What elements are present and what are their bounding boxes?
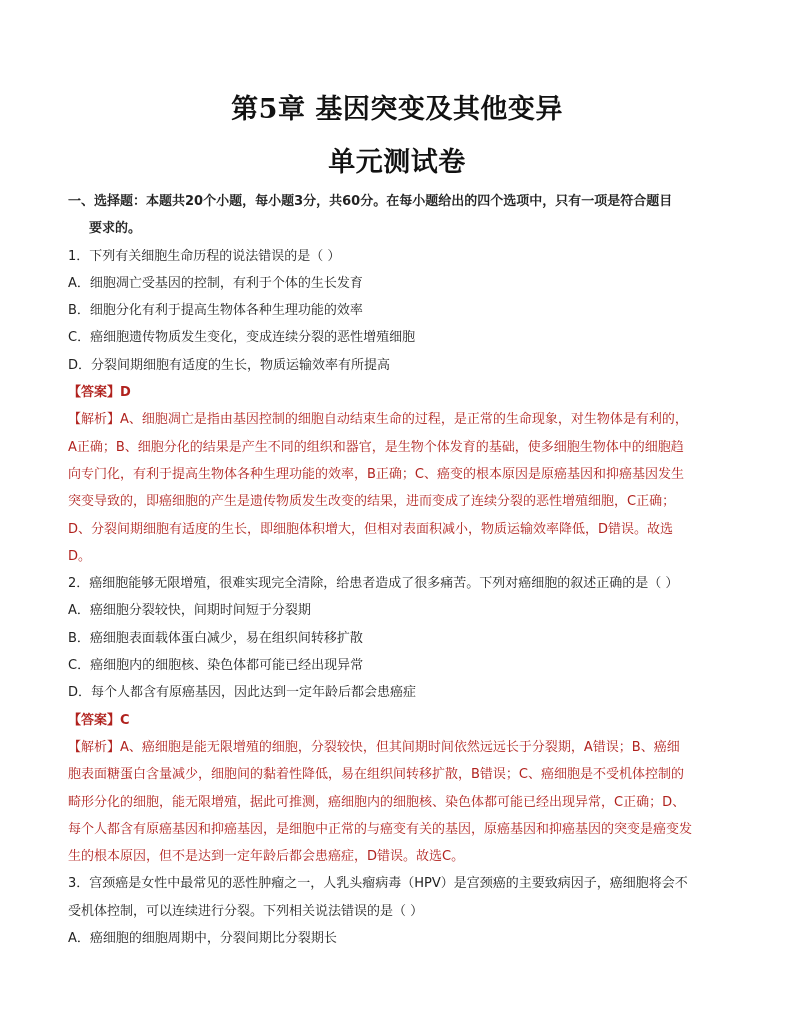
analysis-line: D、分裂间期细胞有适度的生长，即细胞体积增大，但相对表面积减小，物质运输效率降低，D错误。故选 (68, 521, 674, 537)
option-d: D．分裂间期细胞有适度的生长，物质运输效率有所提高 (68, 357, 391, 373)
option-a: A．癌细胞分裂较快，间期时间短于分裂期 (68, 603, 311, 619)
option-d: D．每个人都含有原癌基因，因此达到一定年龄后都会患癌症 (68, 685, 417, 701)
analysis-line: 每个人都含有原癌基因和抑癌基因，是细胞中正常的与癌变有关的基因，原癌基因和抑癌基因的突变是癌变发 (68, 821, 693, 837)
document-body (68, 188, 736, 952)
analysis-line: 生的根本原因，但不是达到一定年龄后都会患癌症，D错误。故选C。 (68, 849, 465, 865)
section-header-cont: 要求的。 (89, 221, 142, 237)
option-b: B．癌细胞表面载体蛋白减少，易在组织间转移扩散 (68, 630, 363, 646)
section-header: 一、选择题：本题共20个小题，每小题3分，共60分。在每小题给出的四个选项中，只有一项是符合题目 (68, 194, 673, 209)
analysis-line: A正确；B、细胞分化的结果是产生不同的组织和器官，是生物个体发育的基础，使多细胞生物体中的细胞趋 (68, 439, 684, 455)
answer-label: 【答案】D (68, 385, 131, 401)
option-a: A．癌细胞的细胞周期中，分裂间期比分裂期长 (68, 931, 337, 947)
analysis-line: 突变导致的，即癌细胞的产生是遗传物质发生改变的结果，进而变成了连续分裂的恶性增殖细胞，C正确； (68, 494, 676, 510)
option-b: B．细胞分化有利于提高生物体各种生理功能的效率 (68, 303, 363, 319)
option-a: A．细胞凋亡受基因的控制，有利于个体的生长发育 (68, 275, 363, 291)
question-stem: 1．下列有关细胞生命历程的说法错误的是（ ） (68, 248, 341, 264)
analysis-line: 【解析】A、癌细胞是能无限增殖的细胞，分裂较快，但其间期时间依然远远长于分裂期，A错误；B、癌细 (68, 739, 680, 755)
analysis-line: D。 (68, 548, 92, 564)
option-c: C．癌细胞内的细胞核、染色体都可能已经出现异常 (68, 658, 364, 674)
option-c: C．癌细胞遗传物质发生变化，变成连续分裂的恶性增殖细胞 (68, 330, 416, 346)
page-subtitle: 单元测试卷 (328, 147, 466, 178)
analysis-line: 胞表面糖蛋白含量减少，细胞间的黏着性降低，易在组织间转移扩散，B错误；C、癌细胞是不受机体控制的 (68, 767, 684, 783)
page-title: 第5章 基因突变及其他变异 (231, 94, 563, 125)
analysis-line: 向专门化，有利于提高生物体各种生理功能的效率，B正确；C、癌变的根本原因是原癌基因和抑癌基因发生 (68, 466, 684, 482)
analysis-line: 【解析】A、细胞凋亡是指由基因控制的细胞自动结束生命的过程，是正常的生命现象，对生物体是有利的， (68, 412, 688, 428)
question-stem: 3．宫颈癌是女性中最常见的恶性肿瘤之一，人乳头瘤病毒（HPV）是宫颈癌的主要致病因子，癌细胞将会不 (68, 876, 688, 892)
answer-label: 【答案】C (68, 712, 130, 728)
question-stem: 2．癌细胞能够无限增殖，很难实现完全清除，给患者造成了很多痛苦。下列对癌细胞的叙述正确的是（ ） (68, 576, 679, 592)
question-stem-cont: 受机体控制，可以连续进行分裂。下列相关说法错误的是（ ） (68, 903, 424, 919)
analysis-line: 畸形分化的细胞，能无限增殖，据此可推测，癌细胞内的细胞核、染色体都可能已经出现异常，C正确；D、 (68, 794, 686, 810)
